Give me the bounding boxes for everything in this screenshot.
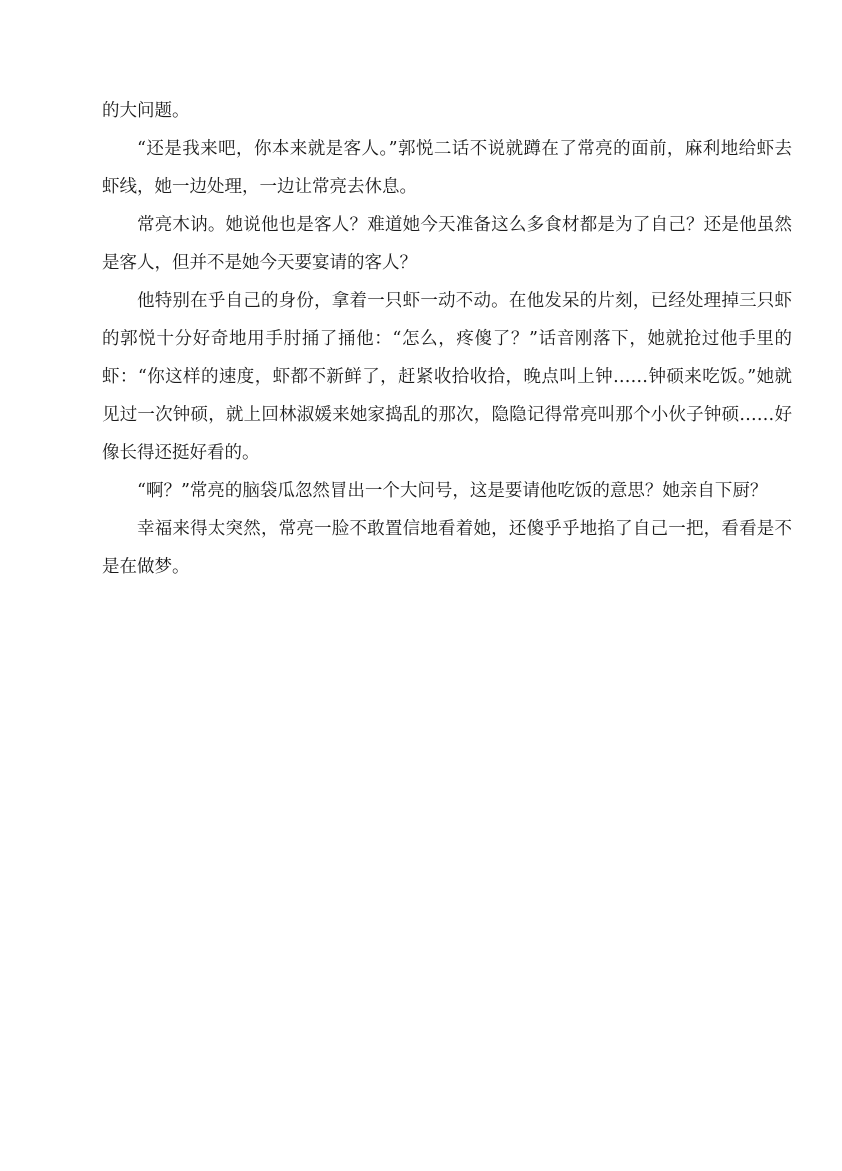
paragraph: “还是我来吧，你本来就是客人。”郭悦二话不说就蹲在了常亮的面前，麻利地给虾去虾线，她一边处理，一边让常亮去休息。	[102, 139, 792, 197]
paragraph: 幸福来得太突然，常亮一脸不敢置信地看着她，还傻乎乎地掐了自己一把，看看是不是在做梦。	[102, 519, 792, 577]
paragraph-continuation: 的大问题。	[102, 101, 190, 121]
paragraph: “啊？”常亮的脑袋瓜忽然冒出一个大问号，这是要请他吃饭的意思？她亲自下厨？	[137, 481, 768, 501]
body-text	[102, 92, 792, 586]
paragraph: 常亮木讷。她说他也是客人？难道她今天准备这么多食材都是为了自己？还是他虽然是客人，但并不是她今天要宴请的客人？	[102, 215, 792, 273]
paragraph: 他特别在乎自己的身份，拿着一只虾一动不动。在他发呆的片刻，已经处理掉三只虾的郭悦十分好奇地用手肘捅了捅他：“怎么，疼傻了？”话音刚落下，她就抢过他手里的虾：“你这样的速度，虾都不新鲜了，赶紧收拾收拾，晚点叫上钟……钟硕来吃饭。”她就见过一次钟硕，就上回林淑媛来她家捣乱的那次，隐隐记得常亮叫那个小伙子钟硕……好像长得还挺好看的。	[102, 291, 792, 463]
